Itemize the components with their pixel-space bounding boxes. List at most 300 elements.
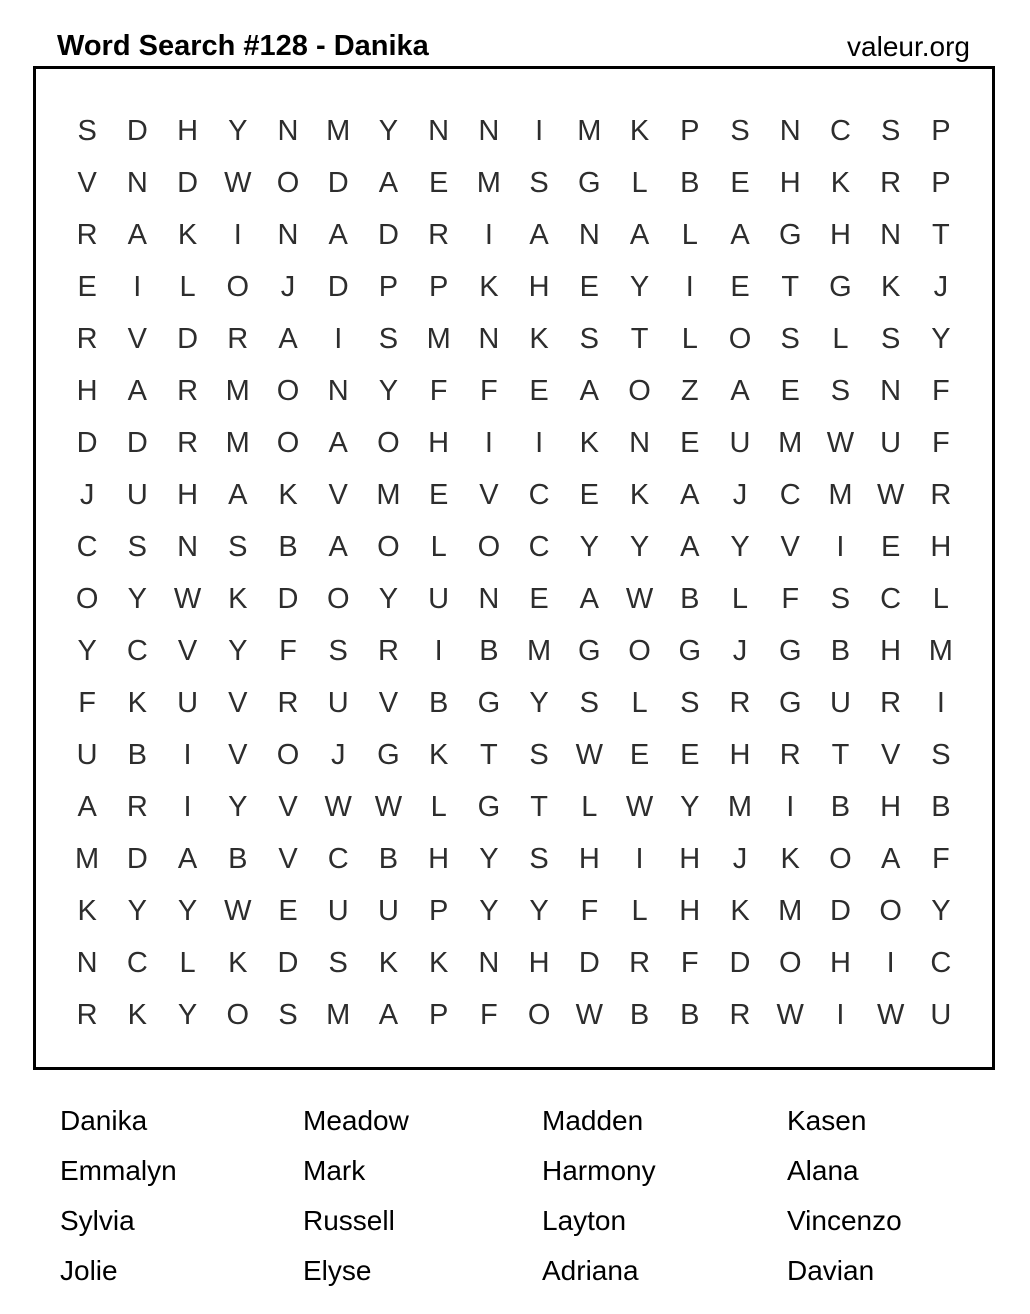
- grid-letter: I: [535, 115, 544, 147]
- grid-letter: D: [377, 219, 399, 251]
- grid-letter: S: [830, 375, 851, 407]
- grid-letter: O: [276, 739, 300, 771]
- grid-letter: S: [529, 739, 549, 771]
- grid-letter: I: [434, 635, 443, 667]
- grid-letter: U: [377, 895, 399, 927]
- grid-letter: N: [277, 115, 299, 147]
- word-list-item: Layton: [542, 1205, 627, 1236]
- grid-letter: Z: [680, 375, 699, 407]
- grid-letter: K: [77, 895, 97, 927]
- grid-letter: S: [278, 999, 298, 1031]
- word-list-item: Meadow: [303, 1105, 409, 1136]
- grid-letter: R: [177, 375, 199, 407]
- grid-letter: I: [183, 791, 192, 823]
- grid-letter: O: [829, 843, 852, 875]
- grid-letter: S: [730, 115, 750, 147]
- grid-letter: I: [484, 219, 493, 251]
- word-list-item: Madden: [542, 1105, 644, 1136]
- grid-letter: Y: [378, 375, 399, 407]
- grid-letter: A: [680, 531, 700, 563]
- grid-letter: F: [932, 375, 950, 407]
- word-list-item: Harmony: [542, 1155, 656, 1186]
- grid-letter: N: [478, 323, 500, 355]
- grid-letter: R: [629, 947, 651, 979]
- grid-letter: H: [829, 219, 851, 251]
- grid-letter: J: [79, 479, 95, 511]
- grid-letter: T: [630, 323, 649, 355]
- grid-letter: I: [183, 739, 192, 771]
- grid-letter: A: [378, 999, 399, 1031]
- grid-letter: O: [879, 895, 902, 927]
- grid-letter: A: [278, 323, 298, 355]
- grid-letter: G: [678, 635, 702, 667]
- grid-letter: U: [880, 427, 902, 459]
- grid-letter: I: [535, 427, 544, 459]
- grid-letter: W: [575, 999, 604, 1031]
- grid-letter: E: [629, 739, 650, 771]
- grid-letter: K: [629, 115, 650, 147]
- grid-letter: S: [77, 115, 97, 147]
- grid-letter: D: [177, 323, 199, 355]
- grid-letter: P: [428, 895, 449, 927]
- word-search-grid: [36, 69, 992, 1067]
- grid-letter: U: [327, 895, 349, 927]
- grid-letter: L: [179, 271, 196, 303]
- grid-letter: N: [478, 947, 500, 979]
- grid-letter: L: [932, 583, 949, 615]
- grid-letter: S: [228, 531, 248, 563]
- grid-letter: L: [731, 583, 749, 615]
- grid-letter: O: [226, 999, 250, 1031]
- grid-letter: H: [428, 427, 450, 459]
- grid-letter: P: [931, 167, 951, 199]
- grid-letter: R: [880, 167, 902, 199]
- word-list-item: Jolie: [60, 1255, 118, 1286]
- word-list-item: Adriana: [542, 1255, 639, 1286]
- grid-letter: H: [428, 843, 450, 875]
- grid-letter: A: [228, 479, 248, 511]
- grid-letter: R: [729, 687, 751, 719]
- grid-letter: Y: [730, 531, 750, 563]
- word-list-item: Alana: [787, 1155, 859, 1186]
- grid-letter: Y: [127, 583, 147, 615]
- grid-letter: B: [629, 999, 650, 1031]
- grid-letter: H: [177, 479, 199, 511]
- grid-letter: N: [126, 167, 148, 199]
- grid-letter: E: [77, 271, 97, 303]
- grid-letter: Y: [378, 583, 399, 615]
- grid-letter: B: [428, 687, 449, 719]
- grid-letter: S: [579, 687, 599, 719]
- grid-letter: S: [680, 687, 700, 719]
- grid-letter: E: [680, 739, 700, 771]
- grid-letter: S: [830, 583, 851, 615]
- grid-letter: V: [77, 167, 97, 199]
- grid-letter: O: [276, 427, 300, 459]
- grid-letter: G: [778, 219, 802, 251]
- grid-letter: M: [577, 115, 602, 147]
- grid-letter: D: [829, 895, 851, 927]
- grid-letter: U: [428, 583, 450, 615]
- grid-letter: U: [829, 687, 851, 719]
- grid-letter: E: [579, 479, 599, 511]
- grid-letter: V: [228, 739, 248, 771]
- grid-letter: A: [680, 479, 700, 511]
- grid-letter: M: [527, 635, 552, 667]
- grid-letter: F: [580, 895, 599, 927]
- grid-letter: S: [127, 531, 147, 563]
- grid-letter: R: [227, 323, 249, 355]
- grid-letter: M: [928, 635, 953, 667]
- grid-letter: O: [377, 427, 400, 459]
- grid-letter: Y: [931, 895, 951, 927]
- grid-letter: A: [629, 219, 650, 251]
- grid-letter: C: [930, 947, 952, 979]
- grid-letter: L: [681, 219, 698, 251]
- grid-letter: S: [931, 739, 951, 771]
- grid-letter: R: [880, 687, 902, 719]
- grid-letter: J: [732, 635, 748, 667]
- grid-letter: C: [779, 479, 801, 511]
- grid-letter: K: [830, 167, 851, 199]
- grid-letter: K: [378, 947, 399, 979]
- grid-letter: F: [932, 427, 950, 459]
- grid-letter: S: [529, 167, 549, 199]
- grid-letter: W: [876, 999, 905, 1031]
- grid-letter: U: [177, 687, 199, 719]
- grid-letter: C: [126, 635, 148, 667]
- grid-letter: U: [126, 479, 148, 511]
- grid-letter: K: [278, 479, 298, 511]
- grid-letter: K: [127, 999, 147, 1031]
- grid-letter: Y: [680, 791, 700, 823]
- grid-letter: F: [429, 375, 448, 407]
- grid-letter: W: [826, 427, 855, 459]
- grid-letter: T: [831, 739, 850, 771]
- grid-letter: A: [378, 167, 399, 199]
- site-name: valeur.org: [847, 31, 970, 62]
- grid-letter: H: [177, 115, 199, 147]
- grid-letter: N: [578, 219, 600, 251]
- word-list-item: Elyse: [303, 1255, 372, 1286]
- grid-letter: S: [529, 843, 549, 875]
- grid-letter: O: [276, 375, 300, 407]
- grid-letter: N: [779, 115, 801, 147]
- grid-letter: K: [127, 687, 147, 719]
- grid-letter: C: [76, 531, 98, 563]
- grid-letter: Y: [77, 635, 97, 667]
- grid-letter: A: [730, 219, 750, 251]
- grid-letter: T: [932, 219, 950, 251]
- grid-letter: O: [276, 167, 300, 199]
- grid-letter: I: [685, 271, 694, 303]
- grid-letter: V: [228, 687, 248, 719]
- grid-letter: V: [278, 791, 298, 823]
- grid-letter: P: [680, 115, 700, 147]
- grid-letter: E: [780, 375, 800, 407]
- word-list: [60, 1096, 990, 1296]
- grid-letter: Y: [579, 531, 599, 563]
- grid-letter: E: [680, 427, 700, 459]
- grid-letter: J: [330, 739, 346, 771]
- grid-letter: E: [730, 167, 750, 199]
- grid-letter: Y: [177, 999, 198, 1031]
- grid-letter: H: [528, 947, 550, 979]
- grid-letter: L: [631, 895, 648, 927]
- grid-letter: O: [628, 375, 651, 407]
- grid-letter: O: [477, 531, 501, 563]
- grid-letter: T: [781, 271, 800, 303]
- grid-letter: U: [76, 739, 98, 771]
- grid-letter: N: [880, 375, 902, 407]
- grid-letter: Y: [931, 323, 951, 355]
- grid-letter: S: [880, 323, 901, 355]
- grid-letter: O: [326, 583, 350, 615]
- grid-letter: B: [278, 531, 298, 563]
- grid-letter: K: [880, 271, 901, 303]
- grid-letter: Y: [629, 531, 650, 563]
- grid-letter: A: [529, 219, 549, 251]
- word-list-item: Vincenzo: [787, 1205, 902, 1236]
- grid-letter: H: [679, 895, 701, 927]
- grid-letter: D: [327, 271, 349, 303]
- grid-letter: M: [225, 427, 250, 459]
- grid-letter: N: [629, 427, 651, 459]
- grid-letter: M: [828, 479, 853, 511]
- grid-letter: E: [428, 479, 449, 511]
- grid-letter: W: [224, 167, 252, 199]
- grid-letter: I: [133, 271, 142, 303]
- grid-letter: I: [836, 531, 845, 563]
- grid-letter: K: [228, 947, 248, 979]
- grid-letter: R: [277, 687, 299, 719]
- grid-letter: K: [780, 843, 800, 875]
- grid-letter: H: [76, 375, 98, 407]
- grid-letter: C: [829, 115, 851, 147]
- grid-letter: V: [278, 843, 298, 875]
- grid-letter: N: [76, 947, 98, 979]
- grid-letter: K: [730, 895, 750, 927]
- grid-letter: M: [426, 323, 451, 355]
- grid-letter: B: [680, 167, 700, 199]
- grid-letter: A: [328, 531, 348, 563]
- grid-letter: D: [126, 427, 148, 459]
- grid-letter: Y: [228, 115, 248, 147]
- grid-letter: P: [931, 115, 951, 147]
- grid-letter: Y: [177, 895, 198, 927]
- grid-letter: O: [527, 999, 551, 1031]
- grid-letter: D: [76, 427, 98, 459]
- grid-letter: N: [478, 583, 500, 615]
- grid-letter: N: [327, 375, 349, 407]
- grid-letter: O: [377, 531, 400, 563]
- grid-letter: E: [529, 375, 549, 407]
- grid-letter: R: [177, 427, 199, 459]
- grid-letter: I: [635, 843, 644, 875]
- grid-letter: E: [880, 531, 901, 563]
- grid-letter: F: [781, 583, 800, 615]
- grid-letter: M: [778, 895, 803, 927]
- grid-letter: Y: [127, 895, 147, 927]
- grid-letter: G: [578, 167, 601, 199]
- grid-letter: H: [829, 947, 851, 979]
- grid-letter: D: [277, 583, 299, 615]
- grid-letter: L: [832, 323, 849, 355]
- grid-letter: J: [933, 271, 949, 303]
- grid-letter: W: [625, 583, 654, 615]
- grid-letter: K: [428, 739, 449, 771]
- grid-letter: I: [786, 791, 795, 823]
- grid-letter: D: [277, 947, 299, 979]
- grid-letter: F: [78, 687, 96, 719]
- grid-letter: B: [680, 999, 700, 1031]
- grid-letter: Y: [529, 687, 549, 719]
- grid-letter: E: [730, 271, 750, 303]
- grid-letter: K: [479, 271, 499, 303]
- grid-letter: D: [126, 843, 148, 875]
- grid-letter: E: [278, 895, 298, 927]
- grid-letter: U: [930, 999, 952, 1031]
- grid-letter: E: [579, 271, 599, 303]
- grid-letter: P: [428, 271, 449, 303]
- grid-letter: M: [225, 375, 250, 407]
- grid-letter: V: [177, 635, 198, 667]
- grid-letter: B: [680, 583, 700, 615]
- grid-letter: K: [228, 583, 248, 615]
- grid-letter: H: [729, 739, 751, 771]
- grid-letter: S: [328, 635, 348, 667]
- grid-letter: C: [327, 843, 349, 875]
- grid-letter: I: [886, 947, 895, 979]
- grid-letter: H: [679, 843, 701, 875]
- grid-letter: A: [730, 375, 750, 407]
- grid-letter: C: [528, 479, 550, 511]
- grid-letter: I: [936, 687, 945, 719]
- grid-letter: M: [376, 479, 401, 511]
- grid-letter: T: [530, 791, 548, 823]
- grid-letter: O: [226, 271, 250, 303]
- grid-letter: B: [228, 843, 248, 875]
- grid-letter: P: [378, 271, 399, 303]
- grid-letter: Y: [479, 843, 499, 875]
- grid-letter: K: [177, 219, 198, 251]
- grid-letter: M: [778, 427, 803, 459]
- grid-letter: H: [528, 271, 550, 303]
- grid-letter: V: [479, 479, 499, 511]
- grid-letter: W: [625, 791, 654, 823]
- grid-letter: O: [728, 323, 752, 355]
- grid-letter: S: [378, 323, 399, 355]
- grid-letter: M: [75, 843, 100, 875]
- grid-letter: A: [328, 427, 348, 459]
- grid-letter: R: [76, 219, 98, 251]
- grid-letter: B: [479, 635, 499, 667]
- grid-letter: H: [578, 843, 600, 875]
- grid-letter: S: [579, 323, 599, 355]
- grid-letter: N: [478, 115, 500, 147]
- word-search-grid-box: [33, 66, 995, 1070]
- word-list-item: Davian: [787, 1255, 875, 1286]
- word-list-item: Emmalyn: [60, 1155, 177, 1186]
- grid-letter: J: [732, 843, 748, 875]
- word-list-item: Sylvia: [60, 1205, 135, 1236]
- grid-letter: L: [581, 791, 598, 823]
- grid-letter: V: [328, 479, 348, 511]
- grid-letter: U: [729, 427, 751, 459]
- grid-letter: Y: [228, 635, 248, 667]
- grid-letter: Y: [629, 271, 650, 303]
- grid-letter: B: [378, 843, 399, 875]
- grid-letter: L: [179, 947, 196, 979]
- grid-letter: M: [727, 791, 753, 823]
- grid-letter: G: [778, 635, 802, 667]
- grid-letter: W: [173, 583, 202, 615]
- grid-letter: B: [830, 635, 851, 667]
- grid-letter: A: [77, 791, 97, 823]
- grid-letter: L: [430, 531, 447, 563]
- grid-letter: I: [484, 427, 493, 459]
- grid-letter: S: [780, 323, 800, 355]
- grid-letter: R: [126, 791, 148, 823]
- grid-letter: N: [277, 219, 299, 251]
- grid-letter: E: [428, 167, 449, 199]
- grid-letter: M: [326, 999, 351, 1031]
- grid-letter: G: [377, 739, 400, 771]
- grid-letter: A: [579, 583, 599, 615]
- grid-letter: N: [880, 219, 902, 251]
- grid-letter: S: [328, 947, 348, 979]
- grid-letter: O: [628, 635, 651, 667]
- grid-letter: U: [327, 687, 349, 719]
- grid-letter: W: [324, 791, 352, 823]
- grid-letter: W: [575, 739, 604, 771]
- grid-letter: N: [428, 115, 450, 147]
- grid-letter: O: [778, 947, 802, 979]
- grid-letter: F: [932, 843, 950, 875]
- grid-letter: D: [729, 947, 751, 979]
- grid-letter: R: [76, 999, 98, 1031]
- grid-letter: I: [836, 999, 845, 1031]
- grid-letter: W: [876, 479, 905, 511]
- word-list-item: Mark: [303, 1155, 366, 1186]
- grid-letter: N: [177, 531, 199, 563]
- grid-letter: K: [629, 479, 650, 511]
- grid-letter: B: [931, 791, 951, 823]
- grid-letter: H: [779, 167, 801, 199]
- grid-letter: R: [428, 219, 450, 251]
- grid-letter: A: [127, 375, 147, 407]
- grid-letter: V: [378, 687, 399, 719]
- grid-letter: K: [529, 323, 549, 355]
- grid-letter: R: [377, 635, 399, 667]
- grid-letter: W: [224, 895, 252, 927]
- grid-letter: G: [829, 271, 852, 303]
- grid-letter: O: [75, 583, 99, 615]
- grid-letter: V: [780, 531, 800, 563]
- grid-letter: B: [830, 791, 851, 823]
- grid-letter: G: [778, 687, 802, 719]
- grid-letter: H: [930, 531, 952, 563]
- grid-letter: M: [476, 167, 501, 199]
- grid-letter: L: [631, 687, 648, 719]
- word-list-item: Danika: [60, 1105, 148, 1136]
- grid-letter: L: [631, 167, 648, 199]
- grid-letter: D: [578, 947, 600, 979]
- grid-letter: L: [430, 791, 447, 823]
- grid-letter: A: [328, 219, 348, 251]
- grid-letter: A: [177, 843, 198, 875]
- grid-letter: Y: [378, 115, 399, 147]
